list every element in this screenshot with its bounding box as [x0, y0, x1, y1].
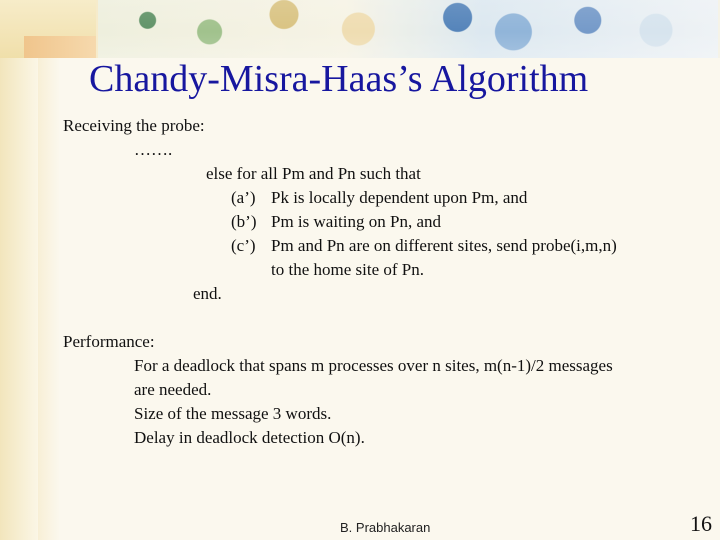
- condition-a-label: (a’): [231, 188, 256, 207]
- left-decorative-fade: [38, 0, 60, 540]
- condition-c-continuation: to the home site of Pn.: [271, 260, 424, 279]
- performance-heading: Performance:: [63, 332, 155, 351]
- ellipsis-line: …….: [134, 140, 173, 159]
- top-banner: [0, 0, 720, 58]
- performance-line-1: For a deadlock that spans m processes over n sites, m(n-1)/2 messages: [134, 356, 613, 375]
- performance-line-4: Delay in deadlock detection O(n).: [134, 428, 365, 447]
- end-line: end.: [193, 284, 222, 303]
- footer-author: B. Prabhakaran: [340, 520, 431, 535]
- condition-b-text: Pm is waiting on Pn, and: [271, 212, 442, 231]
- performance-line-3: Size of the message 3 words.: [134, 404, 332, 423]
- performance-line-2: are needed.: [134, 380, 212, 399]
- banner-overlay: [98, 0, 718, 58]
- left-decorative-strip: [0, 0, 38, 540]
- condition-b-label: (b’): [231, 212, 257, 231]
- condition-c-text: Pm and Pn are on different sites, send probe(i,m,n): [271, 236, 617, 255]
- condition-c-label: (c’): [231, 236, 256, 255]
- page-number: 16: [690, 511, 712, 536]
- slide-title: Chandy-Misra-Haas’s Algorithm: [89, 58, 589, 100]
- banner-orange-bar: [24, 36, 96, 58]
- condition-a-text: Pk is locally dependent upon Pm, and: [271, 188, 528, 207]
- receiving-heading: Receiving the probe:: [63, 116, 205, 135]
- else-line: else for all Pm and Pn such that: [206, 164, 421, 183]
